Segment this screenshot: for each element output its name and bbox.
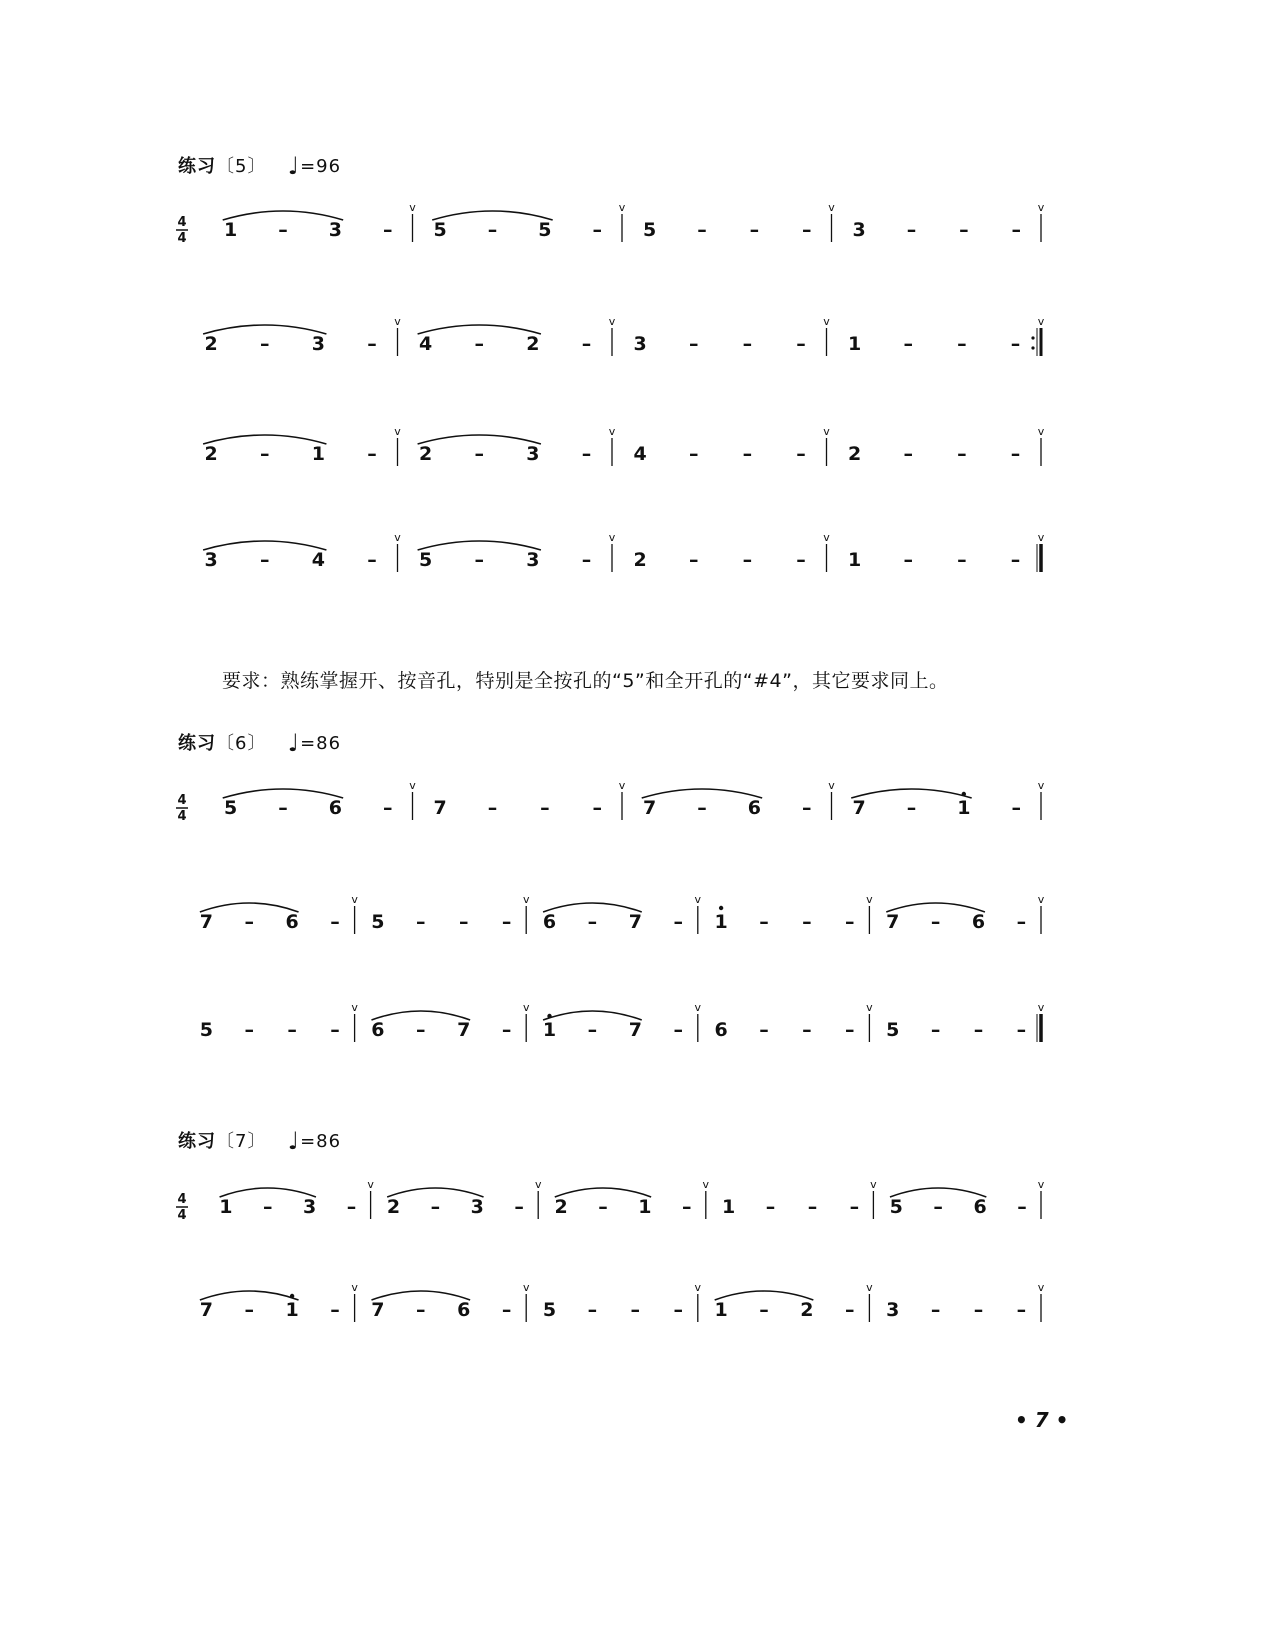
breath-mark: v xyxy=(394,531,401,544)
breath-mark: v xyxy=(1037,315,1045,328)
note: 1 xyxy=(714,911,728,933)
note: 6 xyxy=(285,911,299,933)
dash-symbol: – xyxy=(697,797,707,819)
note: 6 xyxy=(457,1299,471,1321)
dash-symbol: – xyxy=(957,443,967,465)
dash-symbol: – xyxy=(849,1196,860,1218)
note: 7 xyxy=(642,797,657,819)
breath-mark: v xyxy=(1037,201,1045,214)
dash-symbol: – xyxy=(845,911,855,933)
dash-symbol: – xyxy=(796,333,806,355)
note: 2 xyxy=(633,549,647,571)
dash-symbol: – xyxy=(416,911,426,933)
dash-symbol: – xyxy=(501,1299,512,1321)
note: 1 xyxy=(848,549,862,571)
time-signature-bottom: 4 xyxy=(177,809,187,824)
note: 7 xyxy=(886,911,900,933)
breath-mark: v xyxy=(1037,425,1045,438)
dash-symbol: – xyxy=(540,797,550,819)
dash-symbol: – xyxy=(260,333,270,355)
dash-symbol: – xyxy=(416,1019,426,1041)
note: 7 xyxy=(199,911,213,933)
dash-symbol: – xyxy=(260,549,270,571)
note: 1 xyxy=(848,333,862,355)
dash-symbol: – xyxy=(697,219,707,241)
note: 7 xyxy=(628,911,642,933)
breath-mark: v xyxy=(394,315,401,328)
dash-symbol: – xyxy=(244,911,254,933)
note: 1 xyxy=(714,1299,728,1321)
tempo-value: =86 xyxy=(300,733,342,754)
dash-symbol: – xyxy=(514,1196,524,1218)
dash-symbol: – xyxy=(330,1299,340,1321)
breath-mark: v xyxy=(351,1001,358,1014)
note: 5 xyxy=(538,219,552,241)
breath-mark: v xyxy=(367,1178,374,1191)
dash-symbol: – xyxy=(1017,1196,1027,1218)
dash-symbol: – xyxy=(330,1019,340,1041)
dash-symbol: – xyxy=(759,1019,769,1041)
dash-symbol: – xyxy=(581,443,592,465)
note: 7 xyxy=(852,797,866,819)
dash-symbol: – xyxy=(382,219,393,241)
note: 2 xyxy=(848,443,862,465)
dash-symbol: – xyxy=(759,1299,769,1321)
dash-symbol: – xyxy=(689,549,699,571)
dash-symbol: – xyxy=(1016,1019,1027,1041)
dash-symbol: – xyxy=(845,1019,855,1041)
note: 5 xyxy=(223,797,238,819)
dash-symbol: – xyxy=(973,1019,984,1041)
exercise-number: 〔5〕 xyxy=(216,156,267,177)
breath-mark: v xyxy=(870,1178,877,1191)
dash-symbol: – xyxy=(630,1299,641,1321)
breath-mark: v xyxy=(823,315,830,328)
dash-symbol: – xyxy=(903,443,914,465)
high-octave-dot xyxy=(719,906,723,910)
dash-symbol: – xyxy=(807,1196,818,1218)
breath-mark: v xyxy=(534,1178,542,1191)
dash-symbol: – xyxy=(742,549,753,571)
dash-symbol: – xyxy=(906,219,917,241)
dash-symbol: – xyxy=(742,333,753,355)
breath-mark: v xyxy=(394,425,401,438)
dash-symbol: – xyxy=(587,911,598,933)
dash-symbol: – xyxy=(1011,219,1021,241)
time-signature-top: 4 xyxy=(177,1192,187,1207)
dash-symbol: – xyxy=(474,443,485,465)
dash-symbol: – xyxy=(933,1196,943,1218)
dash-symbol: – xyxy=(930,1019,941,1041)
note: 2 xyxy=(526,333,540,355)
dash-symbol: – xyxy=(458,911,469,933)
dash-symbol: – xyxy=(930,1299,941,1321)
exercise-5-requirement: 要求：熟练掌握开、按音孔，特别是全按孔的“5”和全开孔的“#4”，其它要求同上。 xyxy=(222,670,949,692)
note: 3 xyxy=(470,1196,484,1218)
breath-mark: v xyxy=(409,779,416,792)
note: 3 xyxy=(852,219,866,241)
dash-symbol: – xyxy=(1011,797,1021,819)
note: 1 xyxy=(957,797,971,819)
repeat-dot xyxy=(1031,346,1034,349)
breath-mark: v xyxy=(1037,893,1045,906)
exercise-title: 练习 xyxy=(178,1131,216,1152)
note: 2 xyxy=(386,1196,401,1218)
dash-symbol: – xyxy=(430,1196,441,1218)
note: 3 xyxy=(526,443,540,465)
dash-symbol: – xyxy=(587,1019,598,1041)
dash-symbol: – xyxy=(487,219,498,241)
dash-symbol: – xyxy=(801,797,812,819)
dash-symbol: – xyxy=(930,911,941,933)
breath-mark: v xyxy=(618,201,626,214)
breath-mark: v xyxy=(608,425,616,438)
note: 3 xyxy=(526,549,540,571)
dash-symbol: – xyxy=(1010,333,1021,355)
breath-mark: v xyxy=(694,893,702,906)
note: 2 xyxy=(554,1196,568,1218)
note: 3 xyxy=(204,549,218,571)
dash-symbol: – xyxy=(796,443,806,465)
dash-symbol: – xyxy=(959,219,969,241)
breath-mark: v xyxy=(823,531,830,544)
breath-mark: v xyxy=(1037,1178,1045,1191)
note: 1 xyxy=(311,443,325,465)
dash-symbol: – xyxy=(802,911,812,933)
dash-symbol: – xyxy=(957,333,967,355)
breath-mark: v xyxy=(522,893,530,906)
dash-symbol: – xyxy=(592,219,602,241)
breath-mark: v xyxy=(828,201,835,214)
time-signature-top: 4 xyxy=(177,793,187,808)
dash-symbol: – xyxy=(501,1019,512,1041)
note: 7 xyxy=(433,797,447,819)
dash-symbol: – xyxy=(278,219,288,241)
dash-symbol: – xyxy=(682,1196,692,1218)
dash-symbol: – xyxy=(1016,911,1027,933)
dash-symbol: – xyxy=(796,549,806,571)
dash-symbol: – xyxy=(287,1019,297,1041)
note: 6 xyxy=(714,1019,728,1041)
dash-symbol: – xyxy=(1010,443,1021,465)
breath-mark: v xyxy=(351,1281,358,1294)
note: 6 xyxy=(542,911,557,933)
note: 3 xyxy=(328,219,342,241)
breath-mark: v xyxy=(1037,779,1045,792)
dash-symbol: – xyxy=(244,1019,254,1041)
tempo-value: =86 xyxy=(300,1131,342,1152)
dash-symbol: – xyxy=(801,219,812,241)
note: 5 xyxy=(419,549,433,571)
dash-symbol: – xyxy=(957,549,967,571)
time-signature-bottom: 4 xyxy=(177,1208,187,1223)
dash-symbol: – xyxy=(278,797,288,819)
dash-symbol: – xyxy=(903,549,914,571)
breath-mark: v xyxy=(702,1178,710,1191)
dash-symbol: – xyxy=(673,911,683,933)
dash-symbol: – xyxy=(689,443,699,465)
quarter-note-icon: ♩ xyxy=(287,152,301,180)
breath-mark: v xyxy=(866,1281,873,1294)
exercise-title: 练习 xyxy=(178,733,216,754)
dash-symbol: – xyxy=(1010,549,1021,571)
quarter-note-icon: ♩ xyxy=(287,1127,301,1155)
time-signature-bottom: 4 xyxy=(177,231,187,246)
dash-symbol: – xyxy=(382,797,393,819)
exercise-number: 〔6〕 xyxy=(216,733,267,754)
note: 5 xyxy=(199,1019,213,1041)
note: 1 xyxy=(223,219,238,241)
dash-symbol: – xyxy=(474,333,485,355)
note: 6 xyxy=(971,911,986,933)
breath-mark: v xyxy=(1037,1001,1045,1014)
breath-mark: v xyxy=(522,1281,530,1294)
note: 6 xyxy=(973,1196,987,1218)
breath-mark: v xyxy=(351,893,358,906)
note: 5 xyxy=(642,219,657,241)
dash-symbol: – xyxy=(367,333,377,355)
note: 1 xyxy=(638,1196,652,1218)
note: 1 xyxy=(542,1019,557,1041)
dash-symbol: – xyxy=(367,549,377,571)
breath-mark: v xyxy=(608,531,616,544)
note: 3 xyxy=(886,1299,900,1321)
note: 7 xyxy=(457,1019,471,1041)
dash-symbol: – xyxy=(765,1196,776,1218)
dash-symbol: – xyxy=(416,1299,426,1321)
note: 1 xyxy=(285,1299,299,1321)
note: 6 xyxy=(371,1019,385,1041)
note: 4 xyxy=(311,549,325,571)
note: 7 xyxy=(199,1299,213,1321)
note: 2 xyxy=(204,333,218,355)
note: 3 xyxy=(303,1196,317,1218)
dash-symbol: – xyxy=(346,1196,357,1218)
breath-mark: v xyxy=(866,1001,873,1014)
breath-mark: v xyxy=(522,1001,530,1014)
dash-symbol: – xyxy=(673,1299,683,1321)
note: 2 xyxy=(204,443,218,465)
note: 3 xyxy=(311,333,325,355)
dash-symbol: – xyxy=(330,911,340,933)
breath-mark: v xyxy=(694,1281,702,1294)
note: 7 xyxy=(371,1299,385,1321)
dash-symbol: – xyxy=(501,911,512,933)
note: 1 xyxy=(722,1196,736,1218)
breath-mark: v xyxy=(618,779,626,792)
note: 5 xyxy=(886,1019,900,1041)
note: 6 xyxy=(747,797,761,819)
tempo-value: =96 xyxy=(300,156,342,177)
note: 2 xyxy=(419,443,433,465)
breath-mark: v xyxy=(828,779,835,792)
quarter-note-icon: ♩ xyxy=(287,729,301,757)
dash-symbol: – xyxy=(598,1196,608,1218)
note: 1 xyxy=(219,1196,233,1218)
dash-symbol: – xyxy=(581,333,592,355)
dash-symbol: – xyxy=(263,1196,273,1218)
page-number: • 7 • xyxy=(1015,1408,1069,1432)
dash-symbol: – xyxy=(244,1299,254,1321)
note: 5 xyxy=(371,911,385,933)
dash-symbol: – xyxy=(906,797,917,819)
note: 4 xyxy=(419,333,433,355)
dash-symbol: – xyxy=(592,797,602,819)
repeat-dot xyxy=(1031,336,1034,339)
dash-symbol: – xyxy=(973,1299,984,1321)
dash-symbol: – xyxy=(581,549,592,571)
dash-symbol: – xyxy=(673,1019,683,1041)
dash-symbol: – xyxy=(759,911,769,933)
dash-symbol: – xyxy=(845,1299,855,1321)
dash-symbol: – xyxy=(260,443,270,465)
breath-mark: v xyxy=(409,201,416,214)
time-signature-top: 4 xyxy=(177,215,187,230)
dash-symbol: – xyxy=(487,797,498,819)
exercise-number: 〔7〕 xyxy=(216,1131,267,1152)
dash-symbol: – xyxy=(587,1299,598,1321)
breath-mark: v xyxy=(694,1001,702,1014)
note: 5 xyxy=(542,1299,557,1321)
note: 5 xyxy=(433,219,447,241)
note: 6 xyxy=(328,797,342,819)
dash-symbol: – xyxy=(802,1019,812,1041)
note: 7 xyxy=(628,1019,642,1041)
exercise-title: 练习 xyxy=(178,156,216,177)
note: 4 xyxy=(633,443,647,465)
breath-mark: v xyxy=(1037,531,1045,544)
note: 3 xyxy=(633,333,647,355)
breath-mark: v xyxy=(823,425,830,438)
dash-symbol: – xyxy=(742,443,753,465)
dash-symbol: – xyxy=(367,443,377,465)
breath-mark: v xyxy=(1037,1281,1045,1294)
dash-symbol: – xyxy=(474,549,485,571)
breath-mark: v xyxy=(608,315,616,328)
dash-symbol: – xyxy=(749,219,760,241)
breath-mark: v xyxy=(866,893,873,906)
dash-symbol: – xyxy=(689,333,699,355)
note: 2 xyxy=(800,1299,814,1321)
dash-symbol: – xyxy=(1016,1299,1027,1321)
dash-symbol: – xyxy=(903,333,914,355)
note: 5 xyxy=(889,1196,903,1218)
